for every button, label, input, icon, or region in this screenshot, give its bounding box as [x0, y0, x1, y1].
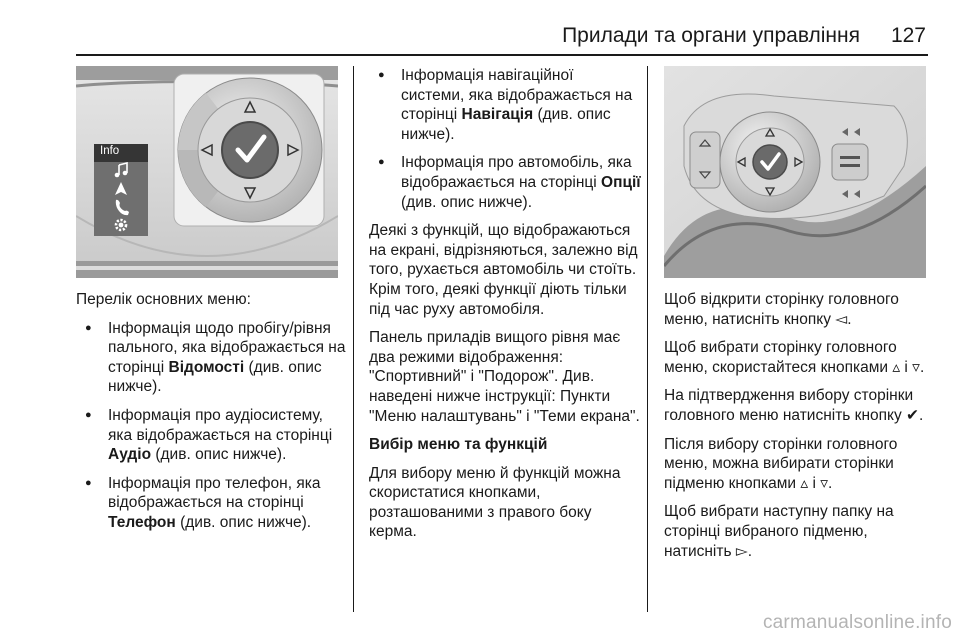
menu-item-info[interactable] — [94, 144, 148, 162]
menu-list-panel — [94, 144, 148, 236]
paragraph: Щоб вибрати наступну папку на сторінці вибраного підменю, натисніть ▻. — [664, 503, 894, 560]
page-number: 127 — [890, 24, 926, 47]
music-note-icon — [115, 163, 128, 177]
paragraph: Деякі з функцій, що відображаються на екрані, відрізняються, залежно від того, рухається автомобіль чи стоїть. Крім того, деякі функції діють тільки під час руху автомобіля. — [369, 222, 638, 318]
bullet-item: ● Інформація про аудіосистему, яка відображається на сторінці Аудіо (див. опис нижче). — [76, 406, 346, 465]
bullet-item: ● Інформація навігаційної системи, яка відображається на сторінці Навігація (див. опис нижче). — [369, 66, 641, 144]
menu-list-intro: Перелік основних меню: — [76, 291, 251, 308]
info-icon: Info — [100, 145, 120, 157]
column-divider-2 — [647, 66, 648, 612]
control-pad — [168, 70, 338, 230]
bullet-item: ● Інформація щодо пробігу/рівня пального, яка відображається на сторінці Відомості (див. опис нижче). — [76, 319, 346, 397]
gear-icon — [116, 220, 126, 230]
bullet-item: ● Інформація про автомобіль, яка відображається на сторінці Опції (див. опис нижче). — [369, 153, 641, 212]
paragraph: Щоб відкрити сторінку головного меню, натисніть кнопку ◅. — [664, 291, 899, 328]
paragraph: Панель приладів вищого рівня має два режими відображення: "Спортивний" і "Подорож". Див. наведені нижче інструкції: Пункти "Меню налаштувань" і "Теми екрана". — [369, 329, 640, 425]
page-header-title: Прилади та органи управління — [562, 24, 860, 47]
column-3 — [664, 290, 930, 570]
column-divider-1 — [353, 66, 354, 612]
header-rule — [76, 54, 928, 56]
paragraph: Для вибору меню й функцій можна скористатися кнопками, розташованими з правого боку керма. — [369, 464, 621, 541]
watermark: carmanualsonline.info — [762, 612, 952, 633]
paragraph: Після вибору сторінки головного меню, можна вибирати сторінки підменю кнопками ▵ і ▿. — [664, 435, 898, 492]
bullet-item: ● Інформація про телефон, яка відображається на сторінці Телефон (див. опис нижче). — [76, 474, 346, 533]
phone-icon — [116, 200, 129, 215]
column-1 — [76, 290, 346, 542]
column-2 — [369, 66, 641, 551]
paragraph: Щоб вибрати сторінку головного меню, скористайтеся кнопками ▵ і ▿. — [664, 339, 925, 376]
steering-wheel-controls-figure — [664, 66, 926, 278]
section-heading: Вибір меню та функцій — [369, 436, 548, 454]
paragraph: На підтвердження вибору сторінки головного меню натисніть кнопку ✔. — [664, 387, 924, 424]
instrument-cluster-figure — [76, 66, 338, 278]
navigation-arrow-icon — [115, 182, 127, 195]
